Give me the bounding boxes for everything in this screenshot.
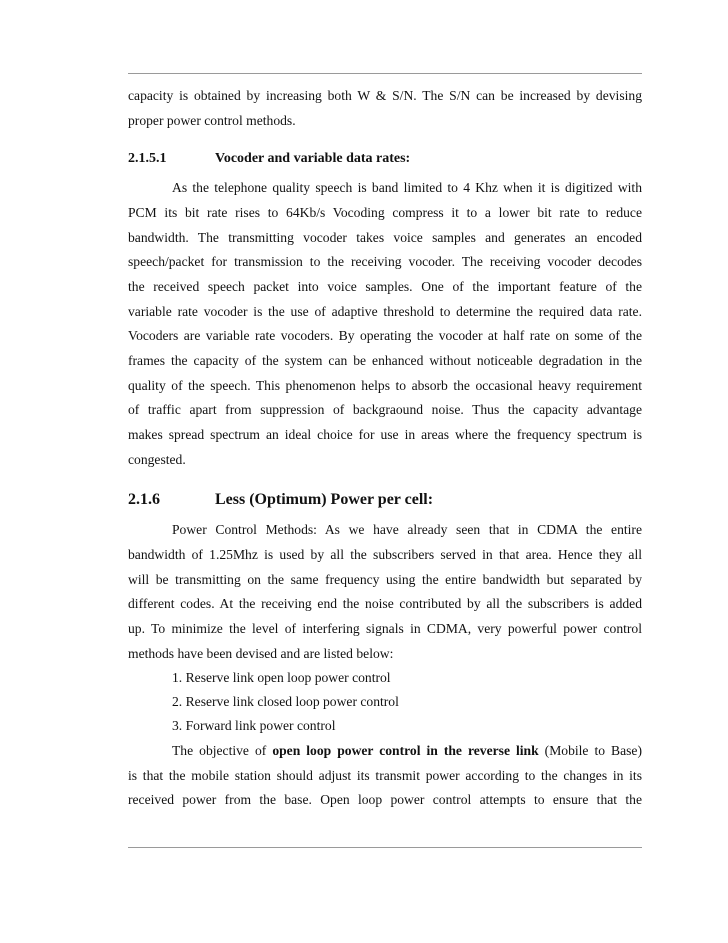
text-line: makes spread spectrum an ideal choice for use in areas where the frequency spectrum is xyxy=(128,427,642,442)
text-line: congested. xyxy=(128,452,186,467)
header-rule xyxy=(128,73,642,74)
text-line: different codes. At the receiving end the noise contributed by all the subscribers is added xyxy=(128,596,642,611)
text-line: the received speech packet into voice samples. One of the important feature of the xyxy=(128,279,642,294)
section-title: Vocoder and variable data rates: xyxy=(215,151,411,166)
objective-line xyxy=(128,741,642,761)
text-line: As the telephone quality speech is band limited to 4 Khz when it is digitized with xyxy=(172,180,642,195)
list-item: 1. Reserve link open loop power control xyxy=(172,670,391,685)
list-item: 2. Reserve link closed loop power control xyxy=(172,694,399,709)
text-line: bandwidth of 1.25Mhz is used by all the subscribers served in that area. Hence they all xyxy=(128,547,642,562)
text-line: methods have been devised and are listed below: xyxy=(128,646,394,661)
text-line: quality of the speech. This phenomenon helps to absorb the occasional heavy requirement xyxy=(128,378,642,393)
text-line: Power Control Methods: As we have already seen that in CDMA the entire xyxy=(172,522,642,537)
text-line: up. To minimize the level of interfering signals in CDMA, very powerful power control xyxy=(128,621,642,636)
text-line: will be transmitting on the same frequency using the entire bandwidth but separated by xyxy=(128,572,642,587)
text-line: proper power control methods. xyxy=(128,113,296,128)
text-line: capacity is obtained by increasing both W & S/N. The S/N can be increased by devising xyxy=(128,88,642,103)
objective-emphasis: open loop power control in the reverse link xyxy=(272,743,539,758)
objective-pre: The objective of xyxy=(172,743,273,758)
text-line: speech/packet for transmission to the receiving vocoder. The receiving vocoder decodes xyxy=(128,254,642,269)
section-number: 2.1.5.1 xyxy=(128,151,167,166)
section-number: 2.1.6 xyxy=(128,491,160,508)
list-item: 3. Forward link power control xyxy=(172,718,336,733)
footer-rule xyxy=(128,847,642,848)
text-line: Vocoders are variable rate vocoders. By operating the vocoder at half rate on some of the xyxy=(128,328,642,343)
text-line: variable rate vocoder is the use of adaptive threshold to determine the required data rate. xyxy=(128,304,642,319)
text-line: PCM its bit rate rises to 64Kb/s Vocoding compress it to a lower bit rate to reduce xyxy=(128,205,642,220)
section-title: Less (Optimum) Power per cell: xyxy=(215,491,434,508)
text-line: received power from the base. Open loop power control attempts to ensure that the xyxy=(128,792,642,807)
text-line: bandwidth. The transmitting vocoder takes voice samples and generates an encoded xyxy=(128,230,642,245)
text-line: is that the mobile station should adjust its transmit power according to the changes in its xyxy=(128,768,642,783)
text-line: frames the capacity of the system can be enhanced without noticeable degradation in the xyxy=(128,353,642,368)
objective-post: (Mobile to Base) xyxy=(538,743,642,758)
text-line: of traffic apart from suppression of backgraound noise. Thus the capacity advantage xyxy=(128,402,642,417)
